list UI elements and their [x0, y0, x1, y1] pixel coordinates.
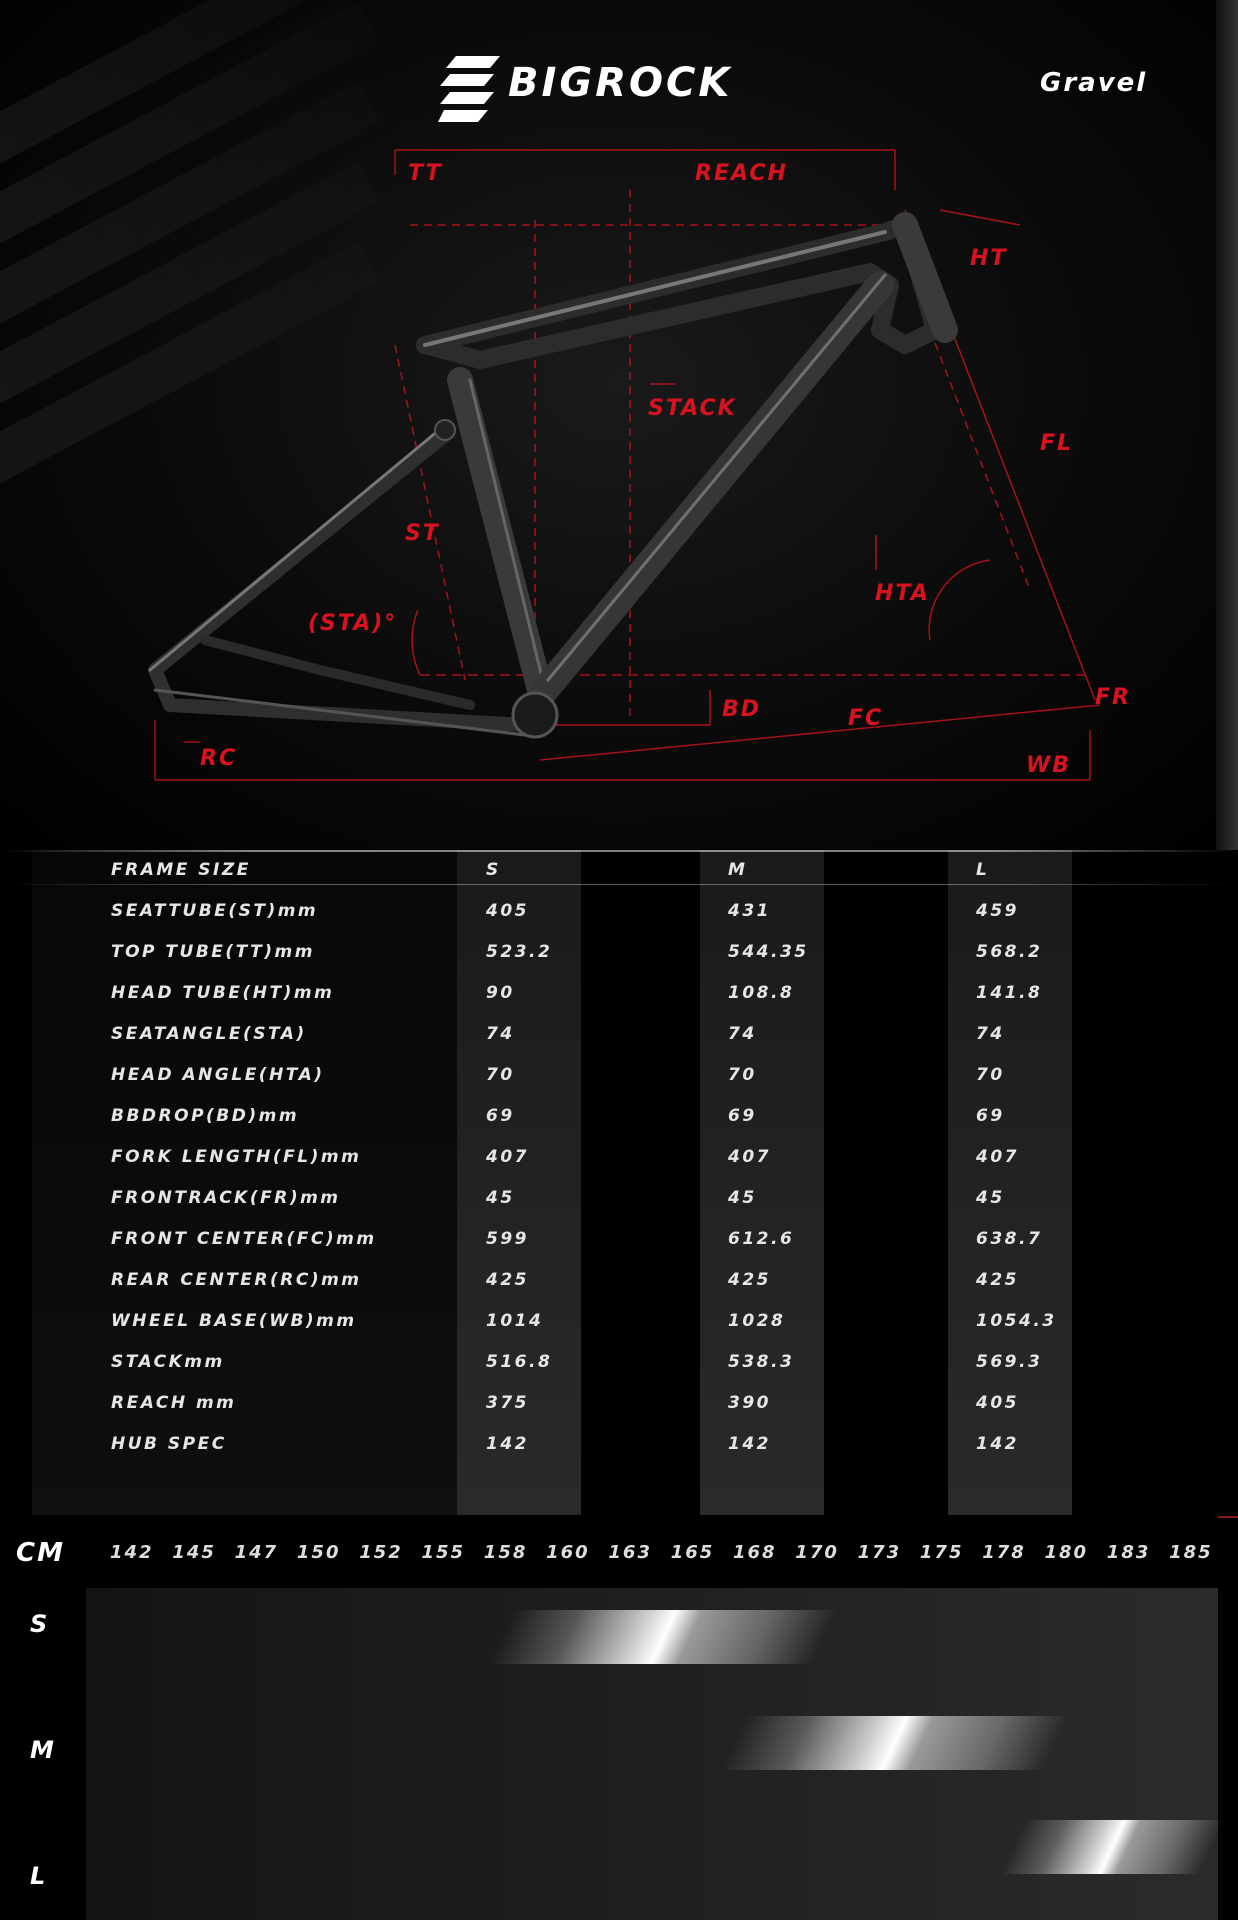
fit-size-l-label: L: [30, 1862, 46, 1890]
row-value-s: 407: [486, 1147, 529, 1167]
row-value-s: 69: [486, 1106, 515, 1126]
height-tick-158: 158: [483, 1542, 528, 1563]
table-row: [0, 1229, 1238, 1269]
table-row: [0, 1270, 1238, 1310]
row-value-s: 45: [486, 1188, 515, 1208]
height-tick-147: 147: [234, 1542, 279, 1563]
table-row: [0, 1393, 1238, 1433]
row-value-s: 90: [486, 983, 515, 1003]
row-value-s: 405: [486, 901, 529, 921]
cm-unit-label: CM: [16, 1538, 65, 1568]
row-value-l: 405: [976, 1393, 1019, 1413]
model-name: Gravel: [1040, 68, 1148, 98]
row-label: SEATANGLE(STA): [111, 1024, 307, 1044]
fc-line: [540, 705, 1100, 760]
row-value-l: 569.3: [976, 1352, 1043, 1372]
height-tick-180: 180: [1044, 1542, 1089, 1563]
height-tick-178: 178: [982, 1542, 1026, 1563]
row-value-s: 523.2: [486, 942, 553, 962]
row-value-s: 142: [486, 1434, 529, 1454]
row-value-l: 74: [976, 1024, 1005, 1044]
row-label: WHEEL BASE(WB)mm: [111, 1311, 357, 1331]
fit-bar-s: [490, 1610, 839, 1664]
row-value-l: 425: [976, 1270, 1019, 1290]
row-value-l: 568.2: [976, 942, 1043, 962]
row-value-s: 425: [486, 1270, 529, 1290]
size-label-column: [0, 1516, 86, 1920]
label-ht: HT: [970, 246, 1008, 271]
fit-size-s-label: S: [30, 1610, 48, 1638]
row-value-m: 1028: [728, 1311, 786, 1331]
row-value-m: 431: [728, 901, 771, 921]
row-label: BBDROP(BD)mm: [111, 1106, 300, 1126]
table-row: [0, 942, 1238, 982]
row-value-m: 142: [728, 1434, 771, 1454]
row-value-l: 1054.3: [976, 1311, 1057, 1331]
label-fl: FL: [1040, 431, 1074, 456]
hero-section: [0, 0, 1238, 850]
row-label: REACH mm: [111, 1393, 237, 1413]
label-rc: RC: [200, 746, 238, 771]
height-tick-170: 170: [795, 1542, 839, 1563]
row-value-m: 538.3: [728, 1352, 795, 1372]
row-label: TOP TUBE(TT)mm: [111, 942, 315, 962]
rider-height-fit-chart: [0, 1516, 1238, 1920]
fit-bar-m: [720, 1716, 1069, 1770]
height-tick-173: 173: [857, 1542, 902, 1563]
height-tick-142: 142: [110, 1542, 154, 1563]
row-value-l: 638.7: [976, 1229, 1043, 1249]
row-value-m: 425: [728, 1270, 771, 1290]
row-label: SEATTUBE(ST)mm: [111, 901, 319, 921]
row-value-m: 390: [728, 1393, 771, 1413]
label-st: ST: [405, 521, 440, 546]
row-value-m: 69: [728, 1106, 757, 1126]
table-row: [0, 1311, 1238, 1351]
row-label: STACKmm: [111, 1352, 225, 1372]
height-tick-150: 150: [296, 1542, 341, 1563]
row-value-s: 1014: [486, 1311, 544, 1331]
label-fc: FC: [848, 706, 884, 731]
label-reach: REACH: [695, 161, 788, 186]
height-tick-145: 145: [172, 1542, 216, 1563]
row-value-l: 459: [976, 901, 1019, 921]
brand-name: BIGROCK: [508, 60, 733, 106]
header-size-l: L: [976, 860, 990, 880]
row-value-m: 612.6: [728, 1229, 795, 1249]
table-row: [0, 901, 1238, 941]
height-tick-185: 185: [1169, 1542, 1213, 1563]
label-tt: TT: [408, 161, 443, 186]
height-tick-163: 163: [608, 1542, 652, 1563]
fit-bars-area: [86, 1588, 1218, 1920]
table-row: [0, 1024, 1238, 1064]
table-row: [0, 1188, 1238, 1228]
label-stack: STACK: [648, 396, 737, 421]
row-value-l: 407: [976, 1147, 1019, 1167]
row-value-m: 407: [728, 1147, 771, 1167]
row-value-s: 375: [486, 1393, 529, 1413]
label-bd: BD: [722, 697, 762, 722]
row-value-s: 516.8: [486, 1352, 553, 1372]
label-fr: FR: [1095, 685, 1131, 710]
row-value-l: 45: [976, 1188, 1005, 1208]
fit-bar-l: [1001, 1820, 1226, 1874]
frame-geometry-diagram: [0, 0, 1238, 850]
table-row: [0, 1147, 1238, 1187]
label-wb: WB: [1026, 753, 1072, 778]
row-value-s: 70: [486, 1065, 515, 1085]
height-tick-152: 152: [359, 1542, 403, 1563]
row-label: REAR CENTER(RC)mm: [111, 1270, 362, 1290]
header-frame-size: FRAME SIZE: [111, 860, 251, 880]
height-tick-160: 160: [546, 1542, 590, 1563]
row-value-m: 74: [728, 1024, 757, 1044]
row-label: FORK LENGTH(FL)mm: [111, 1147, 362, 1167]
table-row: [0, 983, 1238, 1023]
geometry-table: [0, 850, 1238, 1520]
height-scale-row: [86, 1516, 1218, 1590]
table-row: [0, 1434, 1238, 1474]
row-label: HEAD ANGLE(HTA): [111, 1065, 325, 1085]
row-value-l: 141.8: [976, 983, 1043, 1003]
row-value-l: 142: [976, 1434, 1019, 1454]
height-tick-155: 155: [421, 1542, 466, 1563]
fit-size-m-label: M: [30, 1736, 54, 1764]
row-label: FRONTRACK(FR)mm: [111, 1188, 341, 1208]
height-tick-175: 175: [919, 1542, 964, 1563]
row-value-m: 108.8: [728, 983, 795, 1003]
row-label: FRONT CENTER(FC)mm: [111, 1229, 377, 1249]
header-size-s: S: [486, 860, 501, 880]
height-tick-168: 168: [733, 1542, 777, 1563]
row-value-s: 599: [486, 1229, 529, 1249]
label-hta: HTA: [875, 581, 930, 606]
row-value-s: 74: [486, 1024, 515, 1044]
row-value-l: 70: [976, 1065, 1005, 1085]
table-row: [0, 1065, 1238, 1105]
row-label: HUB SPEC: [111, 1434, 227, 1454]
row-value-l: 69: [976, 1106, 1005, 1126]
table-row: [0, 1106, 1238, 1146]
table-row: [0, 1352, 1238, 1392]
height-tick-183: 183: [1106, 1542, 1151, 1563]
row-label: HEAD TUBE(HT)mm: [111, 983, 335, 1003]
table-header-row: [0, 860, 1238, 900]
table-header-top-line: [0, 850, 1238, 852]
row-value-m: 544.35: [728, 942, 809, 962]
label-sta: (STA)°: [308, 611, 398, 636]
header-size-m: M: [728, 860, 748, 880]
row-value-m: 45: [728, 1188, 757, 1208]
height-tick-165: 165: [670, 1542, 715, 1563]
row-value-m: 70: [728, 1065, 757, 1085]
